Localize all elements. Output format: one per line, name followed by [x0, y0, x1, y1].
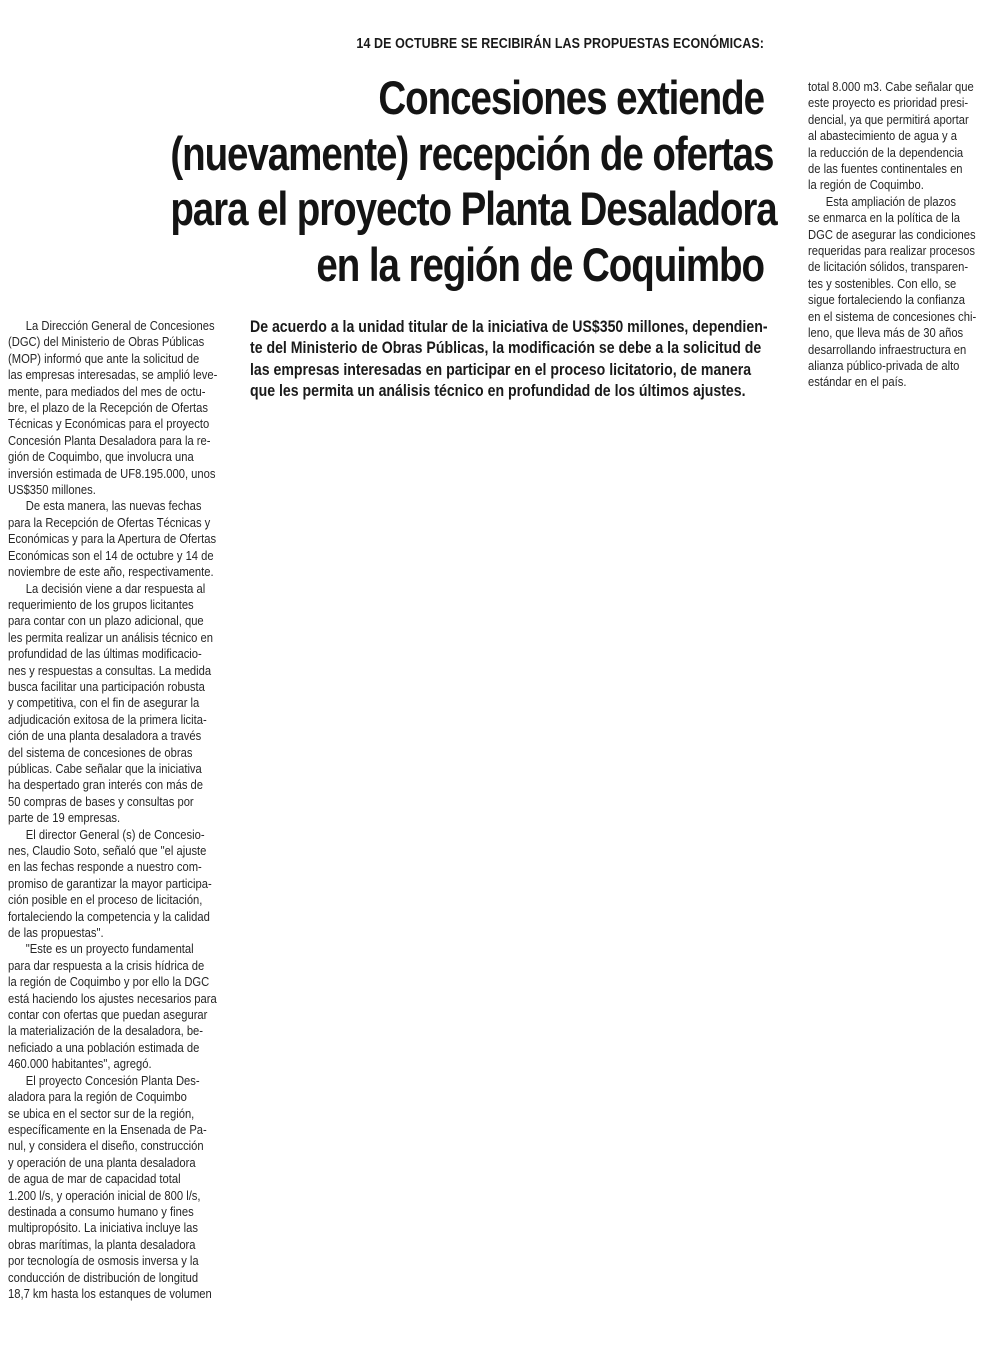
body-line: adjudicación exitosa de la primera licita-: [8, 712, 207, 727]
body-column-left: [8, 318, 228, 1302]
body-line: multipropósito. La iniciativa incluye las: [8, 1221, 199, 1236]
body-line: ción posible en el proceso de licitación,: [8, 893, 203, 908]
body-line: contar con ofertas que puedan asegurar: [8, 1008, 208, 1023]
body-line: parte de 19 empresas.: [8, 811, 121, 826]
article-deck: [250, 316, 766, 402]
deck-line: De acuerdo a la unidad titular de la iniciativa de US$350 millones, dependien-: [250, 317, 768, 336]
body-line: 50 compras de bases y consultas por: [8, 794, 194, 809]
body-line: gión de Coquimbo, que involucra una: [8, 450, 194, 465]
headline-line: para el proyecto Planta Desaladora: [170, 182, 777, 235]
body-line: conducción de distribución de longitud: [8, 1270, 199, 1285]
body-line: estándar en el país.: [808, 375, 907, 390]
body-line: nes, Claudio Soto, señaló que "el ajuste: [8, 844, 207, 858]
body-line: este proyecto es prioridad presi-: [808, 96, 969, 111]
body-line: busca facilitar una participación robusta: [8, 679, 205, 694]
body-line: está haciendo los ajustes necesarios para: [8, 991, 217, 1006]
body-line: la región de Coquimbo y por ello la DGC: [8, 975, 210, 990]
body-line: (DGC) del Ministerio de Obras Públicas: [8, 335, 205, 350]
body-line: promiso de garantizar la mayor participa-: [8, 876, 212, 891]
article-kicker: 14 DE OCTUBRE SE RECIBIRÁN LAS PROPUESTAS ECONÓMICAS:: [356, 36, 764, 52]
body-line: La Dirección General de Concesiones: [25, 319, 215, 333]
headline-line: en la región de Coquimbo: [316, 237, 764, 291]
body-line: "Este es un proyecto fundamental: [25, 942, 194, 957]
body-line: de licitación sólidos, transparen-: [808, 260, 969, 275]
body-line: fortaleciendo la competencia y la calidad: [8, 909, 210, 924]
body-line: de las fuentes continentales en: [808, 162, 963, 177]
body-line: tes y sostenibles. Con ello, se: [808, 276, 957, 291]
body-line: la materialización de la desaladora, be-: [8, 1024, 204, 1039]
headline-line: (nuevamente) recepción de ofertas: [170, 126, 774, 180]
body-line: destinada a consumo humano y fines: [8, 1204, 194, 1219]
deck-line: las empresas interesadas en participar en el proceso licitatorio, de manera: [250, 359, 752, 379]
body-line: del sistema de concesiones de obras: [8, 745, 193, 760]
body-line: alianza público-privada de alto: [808, 358, 960, 373]
body-line: y competitiva, con el fin de asegurar la: [8, 696, 200, 711]
body-line: 1.200 l/s, y operación inicial de 800 l/s,: [8, 1188, 201, 1203]
body-line: ha despertado gran interés con más de: [8, 778, 204, 793]
body-line: Esta ampliación de plazos: [825, 194, 957, 209]
body-line: requerimiento de los grupos licitantes: [8, 597, 194, 612]
body-line: total 8.000 m3. Cabe señalar que: [808, 80, 974, 94]
body-line: de agua de mar de capacidad total: [8, 1172, 181, 1187]
body-line: US$350 millones.: [8, 483, 96, 498]
body-line: por tecnología de osmosis inversa y la: [8, 1254, 199, 1269]
body-line: inversión estimada de UF8.195.000, unos: [8, 466, 216, 481]
body-line: les permita realizar un análisis técnico en: [8, 630, 213, 645]
body-line: noviembre de este año, respectivamente.: [8, 565, 214, 580]
body-line: se ubica en el sector sur de la región,: [8, 1106, 195, 1121]
body-line: al abastecimiento de agua y a: [808, 129, 957, 144]
body-line: leno, que lleva más de 30 años: [808, 326, 964, 341]
body-line: 18,7 km hasta los estanques de volumen: [8, 1286, 212, 1301]
body-line: se enmarca en la política de la: [808, 211, 961, 226]
deck-line: que les permita un análisis técnico en profundidad de los últimos ajustes.: [250, 381, 746, 401]
body-line: aladora para la región de Coquimbo: [8, 1090, 187, 1105]
body-line: dencial, ya que permitirá aportar: [808, 112, 969, 127]
body-line: de las propuestas".: [8, 926, 104, 941]
body-line: La decisión viene a dar respuesta al: [25, 581, 206, 596]
body-line: mente, para mediados del mes de octu-: [8, 384, 206, 399]
body-line: El proyecto Concesión Planta Des-: [25, 1073, 200, 1088]
body-line: 460.000 habitantes", agregó.: [8, 1057, 152, 1072]
body-line: bre, el plazo de la Recepción de Ofertas: [8, 401, 209, 416]
body-line: desarrollando infraestructura en: [808, 342, 967, 357]
body-line: nul, y considera el diseño, construcción: [8, 1139, 204, 1154]
article-headline: [40, 70, 777, 292]
body-line: neficiado a una población estimada de: [8, 1040, 200, 1055]
body-line: y operación de una planta desaladora: [8, 1155, 196, 1170]
body-line: para contar con un plazo adicional, que: [8, 614, 204, 629]
deck-line: te del Ministerio de Obras Públicas, la modificación se debe a la solicitud de: [250, 338, 762, 358]
body-line: El director General (s) de Concesio-: [25, 827, 205, 842]
body-line: para dar respuesta a la crisis hídrica de: [8, 958, 205, 973]
body-line: Económicas son el 14 de octubre y 14 de: [8, 548, 214, 563]
body-line: De esta manera, las nuevas fechas: [25, 499, 202, 514]
body-line: para la Recepción de Ofertas Técnicas y: [8, 515, 211, 530]
body-line: Económicas y para la Apertura de Ofertas: [8, 532, 217, 547]
body-line: públicas. Cabe señalar que la iniciativa: [8, 761, 202, 776]
body-line: específicamente en la Ensenada de Pa-: [8, 1122, 207, 1137]
body-line: en las fechas responde a nuestro com-: [8, 860, 202, 875]
body-line: requeridas para realizar procesos: [808, 244, 975, 259]
body-line: DGC de asegurar las condiciones: [808, 227, 976, 242]
body-line: en el sistema de concesiones chi-: [808, 309, 977, 324]
body-line: (MOP) informó que ante la solicitud de: [8, 351, 200, 366]
body-line: nes y respuestas a consultas. La medida: [8, 663, 212, 678]
body-line: ción de una planta desaladora a través: [8, 729, 202, 744]
body-line: Concesión Planta Desaladora para la re-: [8, 433, 211, 448]
body-line: sigue fortaleciendo la confianza: [808, 293, 966, 308]
body-line: Técnicas y Económicas para el proyecto: [8, 417, 210, 432]
body-line: profundidad de las últimas modificacio-: [8, 647, 202, 662]
body-line: obras marítimas, la planta desaladora: [8, 1237, 196, 1252]
body-column-right: [808, 79, 984, 391]
body-line: la reducción de la dependencia: [808, 145, 964, 160]
body-line: las empresas interesadas, se amplió leve-: [8, 368, 218, 383]
headline-line: Concesiones extiende: [378, 71, 764, 124]
body-line: la región de Coquimbo.: [808, 178, 924, 193]
